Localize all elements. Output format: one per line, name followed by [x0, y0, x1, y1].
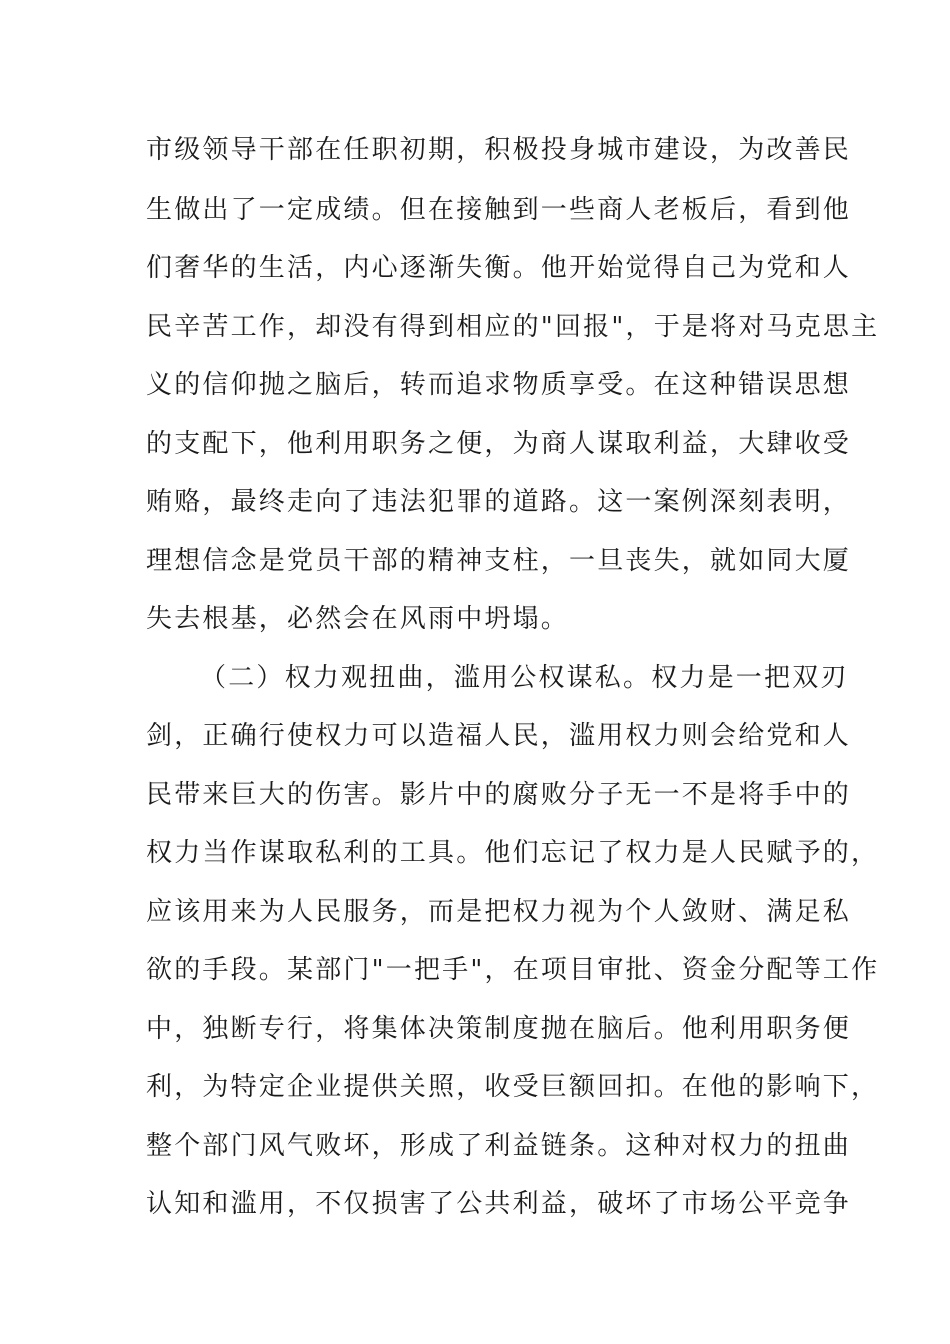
text-line: 应该用来为人民服务，而是把权力视为个人敛财、满足私	[146, 897, 852, 927]
text-line: 整个部门风气败坏，形成了利益链条。这种对权力的扭曲	[146, 1131, 852, 1161]
text-line: 认知和滥用，不仅损害了公共利益，破坏了市场公平竞争	[146, 1189, 852, 1219]
text-line: 欲的手段。某部门"一把手"，在项目审批、资金分配等工作	[146, 955, 880, 985]
text-line: 失去根基，必然会在风雨中坍塌。	[146, 604, 570, 634]
text-line: 民辛苦工作，却没有得到相应的"回报"，于是将对马克思主	[146, 312, 880, 342]
section-heading-line: （二）权力观扭曲，滥用公权谋私。权力是一把双刃	[200, 663, 849, 693]
text-line: 中，独断专行，将集体决策制度抛在脑后。他利用职务便	[146, 1014, 852, 1044]
text-line: 市级领导干部在任职初期，积极投身城市建设，为改善民	[146, 135, 852, 165]
text-line: 义的信仰抛之脑后，转而追求物质享受。在这种错误思想	[146, 370, 852, 400]
text-line: 利，为特定企业提供关照，收受巨额回扣。在他的影响下，	[146, 1072, 880, 1102]
text-line: 生做出了一定成绩。但在接触到一些商人老板后，看到他	[146, 195, 852, 225]
text-line: 权力当作谋取私利的工具。他们忘记了权力是人民赋予的，	[146, 838, 880, 868]
text-line: 的支配下，他利用职务之便，为商人谋取利益，大肆收受	[146, 429, 852, 459]
text-line: 们奢华的生活，内心逐渐失衡。他开始觉得自己为党和人	[146, 253, 852, 283]
text-line: 民带来巨大的伤害。影片中的腐败分子无一不是将手中的	[146, 780, 852, 810]
text-line: 剑，正确行使权力可以造福人民，滥用权力则会给党和人	[146, 721, 852, 751]
text-line: 理想信念是党员干部的精神支柱，一旦丧失，就如同大厦	[146, 546, 852, 576]
text-line: 贿赂，最终走向了违法犯罪的道路。这一案例深刻表明，	[146, 487, 852, 517]
